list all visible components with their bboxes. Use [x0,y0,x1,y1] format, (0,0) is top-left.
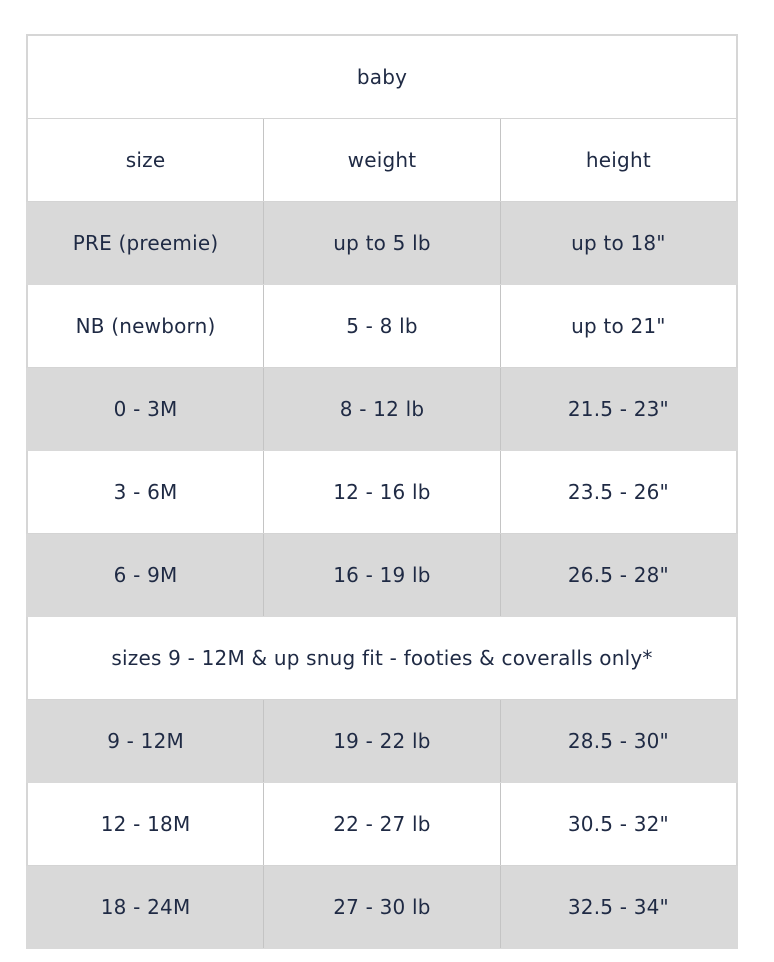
size-chart-table [26,34,738,949]
column-header-size: size [27,119,264,202]
table-row [27,866,737,949]
height-cell: up to 21" [500,285,737,368]
table-row [27,783,737,866]
size-cell: 6 - 9M [27,534,264,617]
size-cell: 9 - 12M [27,700,264,783]
weight-cell: 8 - 12 lb [264,368,501,451]
weight-cell: 27 - 30 lb [264,866,501,949]
column-header-height: height [500,119,737,202]
height-cell: 21.5 - 23" [500,368,737,451]
column-header-weight: weight [264,119,501,202]
weight-cell: 22 - 27 lb [264,783,501,866]
size-cell: PRE (preemie) [27,202,264,285]
table-title: baby [27,35,737,119]
table-row [27,451,737,534]
height-cell: 32.5 - 34" [500,866,737,949]
height-cell: 23.5 - 26" [500,451,737,534]
size-cell: 18 - 24M [27,866,264,949]
size-cell: 0 - 3M [27,368,264,451]
table-row [27,285,737,368]
height-cell: up to 18" [500,202,737,285]
height-cell: 30.5 - 32" [500,783,737,866]
size-cell: 3 - 6M [27,451,264,534]
height-cell: 28.5 - 30" [500,700,737,783]
weight-cell: up to 5 lb [264,202,501,285]
table-row [27,700,737,783]
size-cell: NB (newborn) [27,285,264,368]
note-row [27,617,737,700]
table-row [27,202,737,285]
weight-cell: 12 - 16 lb [264,451,501,534]
height-cell: 26.5 - 28" [500,534,737,617]
table-row [27,534,737,617]
weight-cell: 16 - 19 lb [264,534,501,617]
weight-cell: 5 - 8 lb [264,285,501,368]
fit-note: sizes 9 - 12M & up snug fit - footies & coveralls only* [27,617,737,700]
table-row [27,368,737,451]
size-cell: 12 - 18M [27,783,264,866]
title-row [27,35,737,119]
weight-cell: 19 - 22 lb [264,700,501,783]
header-row [27,119,737,202]
